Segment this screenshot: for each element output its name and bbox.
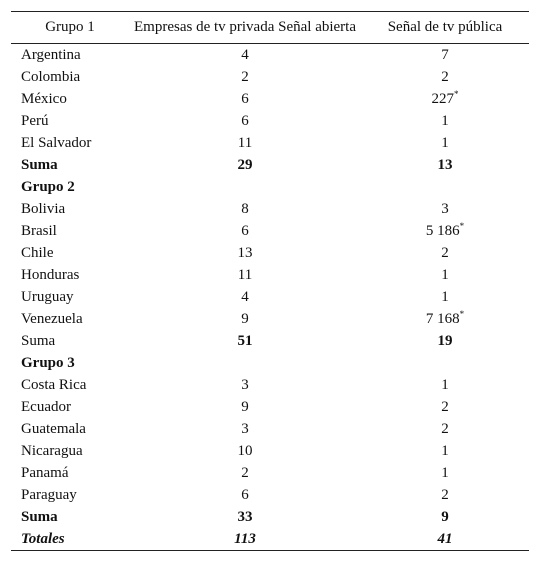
private-tv-count: 4 — [241, 289, 249, 305]
row-label: Suma — [21, 333, 56, 349]
table-row — [11, 154, 529, 176]
row-label: Bolivia — [21, 201, 66, 217]
public-tv-count — [361, 462, 529, 484]
public-tv-count — [361, 154, 529, 176]
row-label: Brasil — [21, 223, 57, 239]
public-tv-count — [361, 374, 529, 396]
table-row — [11, 396, 529, 418]
row-label: Nicaragua — [21, 443, 83, 459]
public-tv-value: 7 168 — [425, 311, 460, 327]
public-tv-value: 2 — [441, 487, 449, 503]
private-tv-count — [129, 352, 361, 374]
table-row — [11, 308, 529, 330]
row-label: Venezuela — [21, 311, 83, 327]
public-tv-count — [361, 110, 529, 132]
public-tv-value: 2 — [441, 69, 449, 85]
row-label: Perú — [21, 113, 49, 129]
table-row — [11, 264, 529, 286]
footnote-mark: * — [459, 309, 465, 319]
private-tv-count: 51 — [237, 333, 253, 349]
table-row — [11, 528, 529, 551]
public-tv-value: 1 — [441, 267, 449, 283]
table-header — [11, 12, 529, 44]
public-tv-count — [361, 528, 529, 551]
row-label: Guatemala — [21, 421, 86, 437]
table-row — [11, 462, 529, 484]
public-tv-count — [361, 220, 529, 242]
private-tv-count: 13 — [237, 245, 253, 261]
public-tv-count — [361, 308, 529, 330]
table-row — [11, 66, 529, 88]
public-tv-value: 1 — [441, 377, 449, 393]
header-private-tv: Empresas de tv privada Señal abierta — [129, 12, 361, 44]
footnote-mark: * — [454, 89, 459, 99]
private-tv-count: 9 — [241, 399, 249, 415]
table-row — [11, 44, 529, 67]
row-label: México — [21, 91, 67, 107]
private-tv-count: 6 — [241, 91, 249, 107]
table-row — [11, 506, 529, 528]
table-row — [11, 242, 529, 264]
public-tv-value: 3 — [441, 201, 449, 217]
table-row — [11, 88, 529, 110]
header-row — [11, 12, 529, 44]
table-row — [11, 220, 529, 242]
header-group: Grupo 1 — [11, 12, 129, 44]
row-label: Argentina — [21, 47, 81, 63]
public-tv-value: 2 — [441, 245, 449, 261]
row-label: Grupo 2 — [21, 179, 75, 195]
public-tv-count — [361, 330, 529, 352]
row-label: Chile — [21, 245, 54, 261]
row-label: Totales — [21, 531, 65, 547]
table-row — [11, 484, 529, 506]
header-public-tv: Señal de tv pública — [361, 12, 529, 44]
private-tv-count: 11 — [237, 135, 253, 151]
public-tv-value: 19 — [437, 333, 453, 349]
public-tv-count — [361, 66, 529, 88]
public-tv-count — [361, 352, 529, 374]
private-tv-count: 2 — [241, 69, 249, 85]
private-tv-count: 33 — [237, 509, 253, 525]
row-label: Panamá — [21, 465, 69, 481]
table-row — [11, 440, 529, 462]
public-tv-value: 1 — [441, 289, 449, 305]
row-label: El Salvador — [21, 135, 92, 151]
public-tv-value: 2 — [441, 421, 449, 437]
table-row — [11, 176, 529, 198]
private-tv-count: 8 — [241, 201, 249, 217]
table-row — [11, 198, 529, 220]
public-tv-value: 2 — [441, 399, 449, 415]
public-tv-count — [361, 506, 529, 528]
row-label: Paraguay — [21, 487, 77, 503]
public-tv-count — [361, 440, 529, 462]
row-label: Honduras — [21, 267, 80, 283]
public-tv-count — [361, 286, 529, 308]
private-tv-count: 113 — [234, 531, 256, 547]
public-tv-value: 1 — [441, 443, 449, 459]
public-tv-count — [361, 264, 529, 286]
table-row — [11, 330, 529, 352]
public-tv-count — [361, 484, 529, 506]
private-tv-count: 29 — [237, 157, 253, 173]
public-tv-count — [361, 44, 529, 67]
table-row — [11, 110, 529, 132]
public-tv-count — [361, 132, 529, 154]
table-body — [11, 44, 529, 551]
public-tv-value: 1 — [441, 135, 449, 151]
public-tv-count — [361, 198, 529, 220]
table-row — [11, 132, 529, 154]
table-row — [11, 286, 529, 308]
row-label: Uruguay — [21, 289, 74, 305]
row-label: Ecuador — [21, 399, 71, 415]
private-tv-count: 6 — [241, 223, 249, 239]
private-tv-count: 3 — [241, 421, 249, 437]
public-tv-value: 13 — [437, 157, 453, 173]
tv-companies-table — [11, 11, 529, 551]
public-tv-count — [361, 242, 529, 264]
table-row — [11, 352, 529, 374]
public-tv-value: 9 — [441, 509, 449, 525]
private-tv-count: 6 — [241, 487, 249, 503]
private-tv-count: 3 — [241, 377, 249, 393]
private-tv-count: 10 — [237, 443, 253, 459]
row-label: Grupo 3 — [21, 355, 75, 371]
public-tv-count — [361, 396, 529, 418]
private-tv-count: 2 — [241, 465, 249, 481]
row-label: Suma — [21, 509, 58, 525]
public-tv-count — [361, 176, 529, 198]
private-tv-count: 6 — [241, 113, 249, 129]
row-label: Costa Rica — [21, 377, 87, 393]
row-label: Suma — [21, 157, 58, 173]
table-row — [11, 418, 529, 440]
public-tv-value: 1 — [441, 113, 449, 129]
private-tv-count: 9 — [241, 311, 249, 327]
row-label: Colombia — [21, 69, 81, 85]
public-tv-value: 5 186 — [425, 223, 460, 239]
private-tv-count: 11 — [237, 267, 253, 283]
public-tv-count — [361, 88, 529, 110]
public-tv-value: 1 — [441, 465, 449, 481]
public-tv-count — [361, 418, 529, 440]
footnote-mark: * — [459, 221, 465, 231]
private-tv-count — [129, 176, 361, 198]
public-tv-value: 7 — [441, 47, 449, 63]
public-tv-value: 41 — [437, 531, 453, 547]
public-tv-value: 227 — [431, 91, 454, 107]
table-row — [11, 374, 529, 396]
private-tv-count: 4 — [241, 47, 249, 63]
